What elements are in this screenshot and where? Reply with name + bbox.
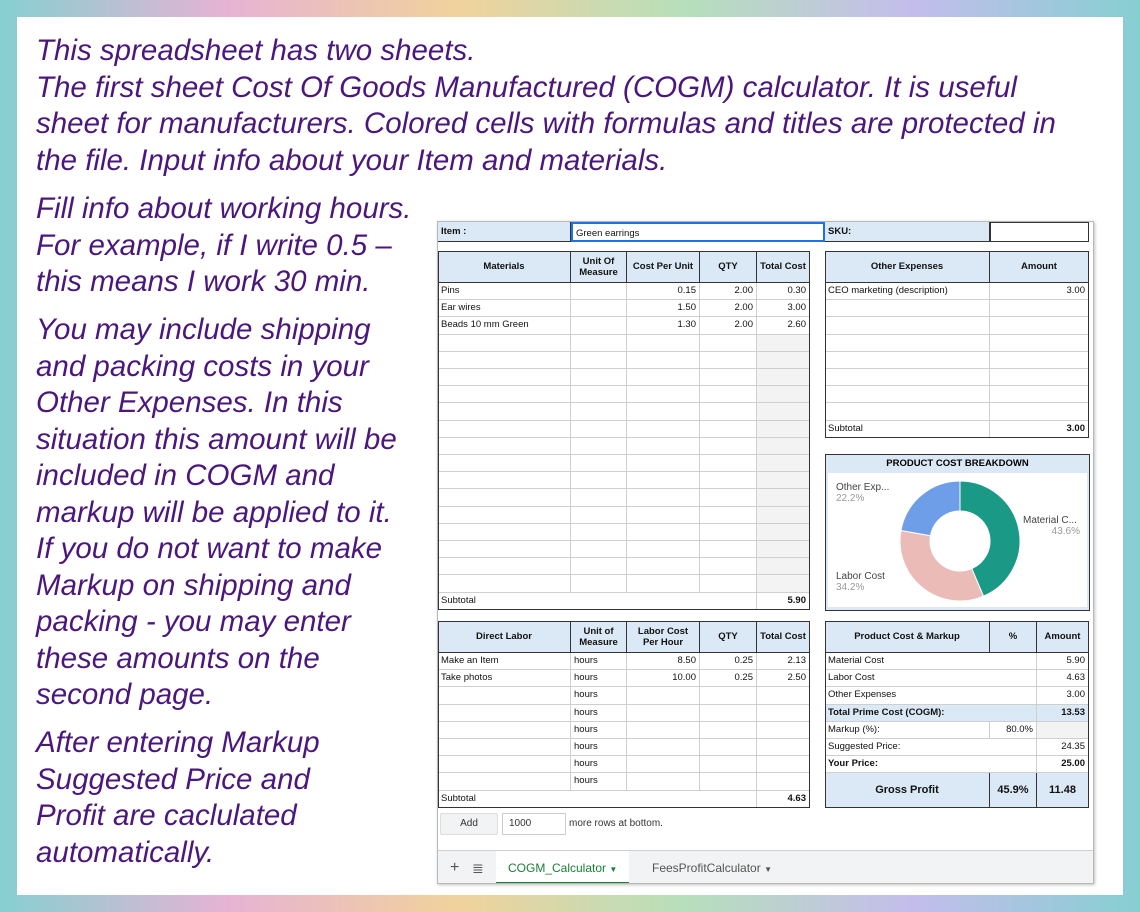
markup-value: 5.90	[1037, 653, 1089, 670]
spreadsheet	[437, 221, 1094, 884]
table-header: Direct Labor	[438, 621, 571, 653]
add-rows-suffix: more rows at bottom.	[569, 818, 663, 829]
table-header: Unit of Measure	[571, 621, 627, 653]
markup-label: Labor Cost	[825, 670, 1037, 687]
table-cell[interactable]: 3.00	[757, 300, 810, 317]
subtotal-value: 4.63	[757, 791, 810, 808]
markup-value[interactable]: 25.00	[1037, 756, 1089, 773]
sku-input[interactable]	[990, 222, 1089, 242]
table-header: Amount	[990, 251, 1089, 283]
table-header: Labor Cost Per Hour	[627, 621, 700, 653]
subtotal-label: Subtotal	[825, 421, 990, 438]
markup-label: Other Expenses	[825, 687, 1037, 704]
table-cell[interactable]: 2.00	[700, 317, 757, 334]
chart-title: PRODUCT COST BREAKDOWN	[886, 458, 1029, 469]
table-cell[interactable]: 2.00	[700, 300, 757, 317]
table-cell[interactable]: 0.15	[627, 283, 700, 300]
table-cell[interactable]: 10.00	[627, 670, 700, 687]
table-cell[interactable]: hours	[571, 670, 627, 687]
subtotal-label: Subtotal	[438, 593, 757, 610]
table-header: Total Cost	[757, 251, 810, 283]
table-cell[interactable]: Make an Item	[438, 653, 571, 670]
hours-text: Fill info about working hours. For example, if I write 0.5 – this means I work 30 min.	[36, 192, 412, 298]
table-cell[interactable]: Ear wires	[438, 300, 571, 317]
pie-slice[interactable]	[901, 481, 960, 536]
tab-fees-label: FeesProfitCalculator	[652, 861, 761, 875]
table-border	[825, 621, 1089, 808]
tab-fees-profit-calculator[interactable]	[640, 851, 784, 884]
add-rows-count-input[interactable]: 1000	[502, 813, 566, 835]
markup-label: Suggested Price:	[825, 739, 1037, 756]
table-header: %	[990, 621, 1037, 653]
chevron-down-icon: ▼	[609, 865, 618, 874]
table-cell[interactable]: CEO marketing (description)	[825, 283, 990, 300]
table-cell[interactable]: Take photos	[438, 670, 571, 687]
subtotal-value: 3.00	[990, 421, 1089, 438]
table-header: Amount	[1037, 621, 1089, 653]
markup-value: 3.00	[1037, 687, 1089, 704]
tab-cogm-label: COGM_Calculator	[508, 861, 607, 875]
markup-value: 13.53	[1037, 705, 1089, 722]
table-border	[438, 621, 810, 808]
table-cell[interactable]: 0.25	[700, 653, 757, 670]
table-cell[interactable]: hours	[571, 653, 627, 670]
table-cell[interactable]: Pins	[438, 283, 571, 300]
markup-value: 4.63	[1037, 670, 1089, 687]
markup-percent-input[interactable]: 80.0%	[990, 722, 1037, 739]
subtotal-value: 5.90	[757, 593, 810, 610]
intro-text: This spreadsheet has two sheets. The first sheet Cost Of Goods Manufactured (COGM) calculator. It is useful sheet for manufacturers. Colored cells with formulas and titles are protected in the file. Input info about your Item and materials.	[36, 34, 1056, 177]
table-cell[interactable]: hours	[571, 756, 627, 773]
table-cell[interactable]: 2.50	[757, 670, 810, 687]
markup-label: Material Cost	[825, 653, 1037, 670]
table-header: Other Expenses	[825, 251, 990, 283]
table-cell[interactable]: hours	[571, 773, 627, 790]
item-input[interactable]: Green earrings	[571, 222, 825, 242]
table-header: Cost Per Unit	[627, 251, 700, 283]
table-cell[interactable]: hours	[571, 739, 627, 756]
pie-label: Labor Cost	[836, 571, 885, 582]
pie-label: Material C...	[1023, 515, 1077, 526]
table-border	[825, 251, 1089, 438]
table-header: Unit Of Measure	[571, 251, 627, 283]
table-border	[438, 251, 810, 610]
table-cell[interactable]: 2.13	[757, 653, 810, 670]
table-cell[interactable]: 2.00	[700, 283, 757, 300]
chart-panel	[825, 454, 1090, 611]
add-rows-button[interactable]: Add	[440, 813, 498, 835]
table-cell[interactable]: 8.50	[627, 653, 700, 670]
subtotal-label: Subtotal	[438, 791, 757, 808]
markup-value: 24.35	[1037, 739, 1089, 756]
table-header: Materials	[438, 251, 571, 283]
sheet-tabs-bar	[438, 850, 1094, 884]
table-header: QTY	[700, 621, 757, 653]
table-cell[interactable]: 1.30	[627, 317, 700, 334]
item-label: Item :	[438, 222, 571, 242]
table-cell[interactable]: hours	[571, 722, 627, 739]
table-cell[interactable]: 0.30	[757, 283, 810, 300]
pie-slice[interactable]	[900, 530, 983, 601]
pie-label: Other Exp...	[836, 482, 890, 493]
markup-label: Markup (%):	[825, 722, 990, 739]
sku-label: SKU:	[825, 222, 990, 242]
table-cell[interactable]: 3.00	[990, 283, 1089, 300]
gross-profit-amount: 11.48	[1037, 773, 1089, 808]
markup-text: After entering Markup Suggested Price and Profit are caclulated automatically.	[36, 726, 320, 869]
markup-label: Your Price:	[825, 756, 1037, 773]
table-cell[interactable]: hours	[571, 705, 627, 722]
table-header: QTY	[700, 251, 757, 283]
table-cell[interactable]: 1.50	[627, 300, 700, 317]
pie-percent-label: 34.2%	[836, 582, 865, 593]
table-cell[interactable]: hours	[571, 687, 627, 704]
table-header: Total Cost	[757, 621, 810, 653]
all-sheets-icon[interactable]: ≣	[472, 860, 484, 876]
pie-percent-label: 22.2%	[836, 493, 865, 504]
gross-profit-percent: 45.9%	[990, 773, 1037, 808]
tab-cogm-calculator[interactable]	[496, 851, 629, 884]
table-cell[interactable]: 0.25	[700, 670, 757, 687]
table-cell[interactable]: 2.60	[757, 317, 810, 334]
table-cell[interactable]: Beads 10 mm Green	[438, 317, 571, 334]
add-sheet-icon[interactable]: +	[450, 859, 460, 876]
chevron-down-icon: ▼	[764, 865, 772, 874]
shipping-text: You may include shipping and packing costs in your Other Expenses. In this situation this amount will be included in COGM and markup will be applied to it. If you do not want to make Markup on shipping and packing - you may enter these amounts on the second page.	[36, 313, 397, 711]
markup-label: Total Prime Cost (COGM):	[825, 705, 1037, 722]
pie-chart	[828, 473, 1087, 607]
gross-profit-label: Gross Profit	[825, 773, 990, 808]
table-header: Product Cost & Markup	[825, 621, 990, 653]
pie-percent-label: 43.6%	[1051, 526, 1080, 537]
